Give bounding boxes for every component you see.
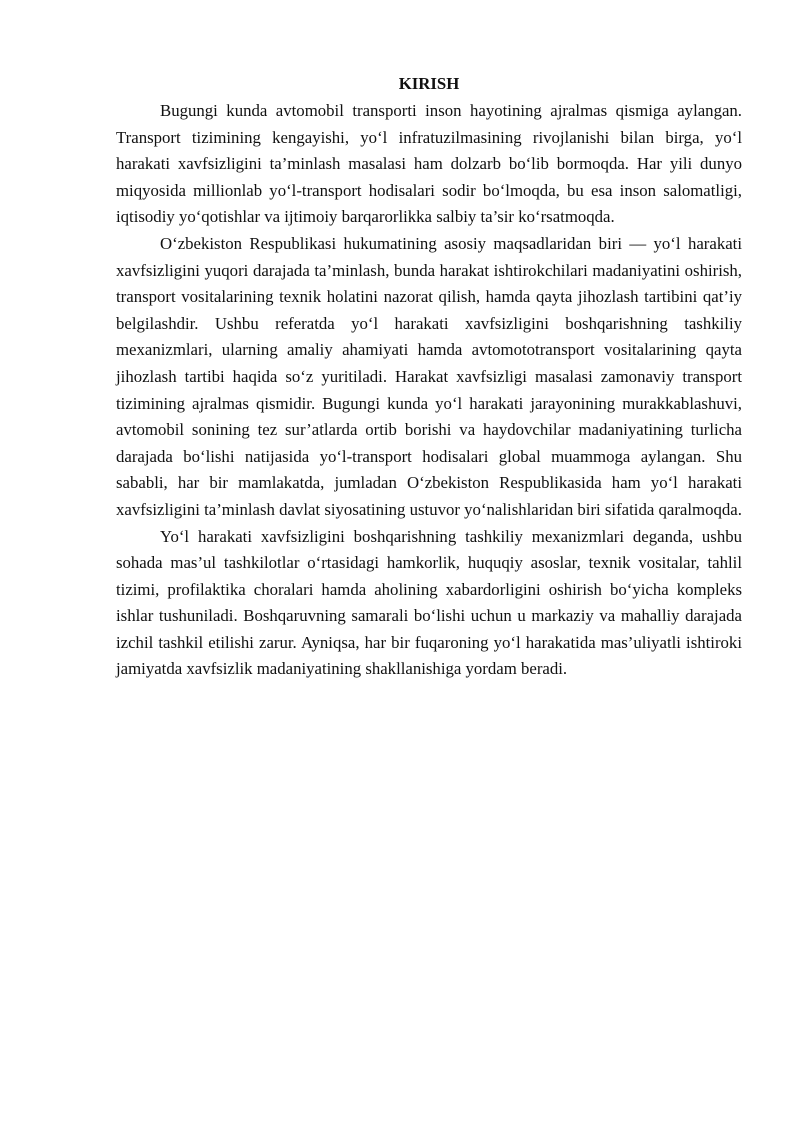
document-title: KIRISH [398,74,460,93]
paragraph-government-goals: O‘zbekiston Respublikasi hukumatining asosiy maqsadlaridan biri — yo‘l harakati xavfsizligini yuqori darajada ta’minlash, bunda harakat ishtirokchilari madaniyatini oshirish, transport vositalarining texnik holatini nazorat qilish, hamda qayta jihozlash tartibini qat’iy belgilashdir. Ushbu referatda yo‘l harakati xavfsizligini boshqarishning tashkiliy mexanizmlari, ularning amaliy ahamiyati hamda avtomototransport vositalarining qayta jihozlash tartibi haqida so‘z yuritiladi. Harakat xavfsizligi masalasi zamonaviy transport tizimining ajralmas qismidir. Bugungi kunda yo‘l harakati jarayonining murakkablashuvi, avtomobil sonining tez sur’atlarda ortib borishi va haydovchilar madaniyatining turlicha darajada bo‘lishi natijasida yo‘l-transport hodisalari global muammoga aylangan. Shu sababli, har bir mamlakatda, jumladan O‘zbekiston Respublikasida ham yo‘l harakati xavfsizligini ta’minlash davlat siyosatining ustuvor yo‘nalishlaridan biri sifatida qaralmoqda. [116,233,742,519]
document-page [116,72,742,683]
paragraph-intro: Bugungi kunda avtomobil transporti inson hayotining ajralmas qismiga aylangan. Transport tizimining kengayishi, yo‘l infratuzilmasining rivojlanishi bilan birga, yo‘l harakati xavfsizligini ta’minlash masalasi ham dolzarb bo‘lib bormoqda. Har yili dunyo miqyosida millionlab yo‘l-transport hodisalari sodir bo‘lmoqda, bu esa inson salomatligi, iqtisodiy yo‘qotishlar va ijtimoiy barqarorlikka salbiy ta’sir ko‘rsatmoqda. [116,101,742,227]
paragraph-organizational-mechanisms: Yo‘l harakati xavfsizligini boshqarishning tashkiliy mexanizmlari deganda, ushbu sohada mas’ul tashkilotlar o‘rtasidagi hamkorlik, huquqiy asoslar, texnik vositalar, tahlil tizimi, profilaktika choralari hamda aholining xabardorligini oshirish bo‘yicha kompleks ishlar tushuniladi. Boshqaruvning samarali bo‘lishi uchun u markaziy va mahalliy darajada izchil tashkil etilishi zarur. Ayniqsa, har bir fuqaroning yo‘l harakatida mas’uliyatli ishtiroki jamiyatda xavfsizlik madaniyatining shakllanishiga yordam beradi. [116,526,742,679]
